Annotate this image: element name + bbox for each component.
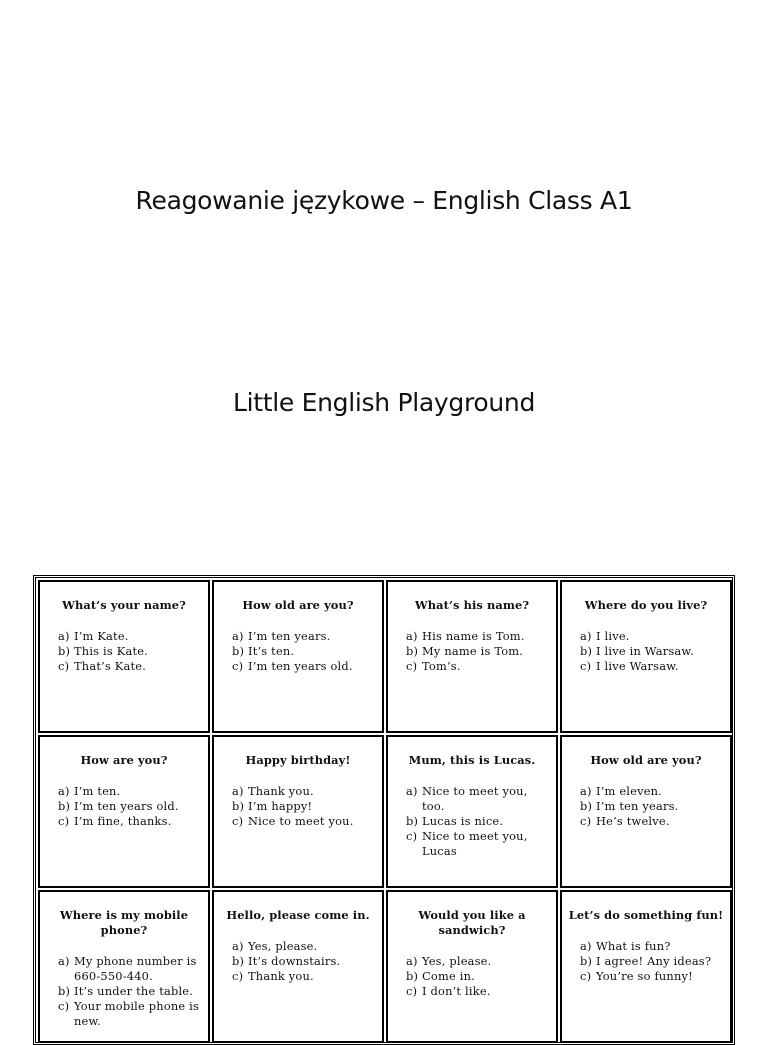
card-question: What’s your name? (62, 598, 186, 612)
answer-letter: a) (58, 954, 70, 968)
answer-option (58, 629, 204, 644)
answer-list (392, 784, 552, 859)
answer-option (406, 984, 552, 999)
answer-text: His name is Tom. (422, 629, 525, 643)
answer-letter: a) (58, 784, 70, 798)
answer-option (232, 799, 378, 814)
quiz-card (38, 890, 210, 1043)
answer-letter: b) (58, 984, 71, 998)
answer-list (44, 784, 204, 829)
quiz-card (212, 735, 384, 888)
answer-letter: b) (58, 644, 71, 658)
answer-text: Nice to meet you, Lucas (422, 829, 528, 858)
answer-text: It’s ten. (248, 644, 295, 658)
answer-text: I’m Kate. (74, 629, 129, 643)
answer-option (406, 969, 552, 984)
quiz-card (38, 735, 210, 888)
answer-letter: b) (406, 814, 419, 828)
card-grid (33, 575, 735, 1045)
card-question: Where is my mobile phone? (59, 908, 189, 937)
answer-option (406, 659, 552, 674)
answer-text: I agree! Any ideas? (596, 954, 712, 968)
answer-text: This is Kate. (74, 644, 148, 658)
card-question: Mum, this is Lucas. (408, 753, 536, 767)
answer-option (580, 814, 726, 829)
answer-list (44, 629, 204, 674)
answer-letter: b) (406, 969, 419, 983)
card-question: How old are you? (242, 598, 354, 612)
answer-letter: b) (232, 799, 245, 813)
answer-text: My name is Tom. (422, 644, 524, 658)
answer-text: It’s downstairs. (248, 954, 341, 968)
answer-option (58, 644, 204, 659)
answer-letter: c) (232, 814, 244, 828)
answer-option (58, 999, 204, 1029)
answer-text: That’s Kate. (74, 659, 147, 673)
quiz-card (386, 890, 558, 1043)
answer-list (566, 784, 726, 829)
answer-option (580, 969, 726, 984)
answer-text: Tom’s. (422, 659, 461, 673)
answer-text: Your mobile phone is new. (74, 999, 200, 1028)
answer-option (580, 644, 726, 659)
card-question: Would you like a sandwich? (418, 908, 526, 937)
answer-letter: a) (406, 954, 418, 968)
answer-option (580, 954, 726, 969)
answer-text: I’m ten years. (248, 629, 331, 643)
answer-letter: a) (580, 939, 592, 953)
answer-option (406, 644, 552, 659)
answer-letter: b) (406, 644, 419, 658)
answer-option (58, 784, 204, 799)
answer-list (218, 629, 378, 674)
answer-list (566, 939, 726, 984)
answer-letter: c) (232, 659, 244, 673)
answer-text: Lucas is nice. (422, 814, 504, 828)
answer-letter: b) (232, 644, 245, 658)
quiz-card (560, 735, 732, 888)
answer-text: I’m ten years old. (248, 659, 353, 673)
answer-text: My phone number is 660-550-440. (74, 954, 197, 983)
answer-letter: c) (406, 984, 418, 998)
answer-option (58, 814, 204, 829)
answer-option (58, 799, 204, 814)
answer-option (58, 954, 204, 984)
page-title: Reagowanie językowe – English Class A1 (135, 186, 633, 215)
answer-text: Come in. (422, 969, 475, 983)
answer-text: What is fun? (596, 939, 671, 953)
answer-letter: b) (580, 644, 593, 658)
answer-letter: b) (580, 799, 593, 813)
card-question: Hello, please come in. (226, 908, 370, 922)
quiz-card (386, 580, 558, 733)
card-question: How are you? (80, 753, 168, 767)
answer-list (392, 629, 552, 674)
answer-option (232, 784, 378, 799)
answer-letter: c) (580, 969, 592, 983)
answer-text: You’re so funny! (596, 969, 693, 983)
answer-text: I’m ten years old. (74, 799, 179, 813)
card-question: What’s his name? (414, 598, 530, 612)
answer-option (406, 629, 552, 644)
answer-text: I live. (596, 629, 630, 643)
page-subtitle: Little English Playground (232, 388, 536, 417)
answer-list (44, 954, 204, 1029)
answer-option (406, 829, 552, 859)
answer-option (580, 939, 726, 954)
answer-text: It’s under the table. (74, 984, 194, 998)
answer-letter: a) (580, 629, 592, 643)
answer-option (232, 644, 378, 659)
answer-letter: a) (406, 629, 418, 643)
quiz-card (560, 890, 732, 1043)
answer-text: Thank you. (248, 784, 314, 798)
answer-option (580, 659, 726, 674)
answer-letter: c) (406, 659, 418, 673)
answer-option (406, 954, 552, 969)
answer-option (232, 659, 378, 674)
quiz-card (212, 890, 384, 1043)
answer-option (232, 939, 378, 954)
answer-list (218, 939, 378, 984)
card-question: Where do you live? (584, 598, 708, 612)
card-question: How old are you? (590, 753, 702, 767)
answer-text: I live in Warsaw. (596, 644, 694, 658)
answer-letter: c) (580, 659, 592, 673)
answer-text: He’s twelve. (596, 814, 670, 828)
answer-letter: a) (580, 784, 592, 798)
answer-letter: a) (232, 784, 244, 798)
answer-text: Nice to meet you, too. (422, 784, 528, 813)
answer-option (58, 659, 204, 674)
answer-text: Yes, please. (248, 939, 318, 953)
answer-text: I’m ten years. (596, 799, 679, 813)
answer-letter: a) (406, 784, 418, 798)
quiz-card (212, 580, 384, 733)
answer-letter: c) (58, 659, 70, 673)
answer-text: I’m fine, thanks. (74, 814, 172, 828)
answer-letter: a) (232, 629, 244, 643)
answer-letter: a) (232, 939, 244, 953)
answer-text: I’m ten. (74, 784, 121, 798)
answer-letter: c) (406, 829, 418, 843)
answer-letter: b) (232, 954, 245, 968)
answer-letter: b) (580, 954, 593, 968)
answer-text: I’m happy! (248, 799, 313, 813)
answer-text: I’m eleven. (596, 784, 662, 798)
answer-text: I live Warsaw. (596, 659, 679, 673)
answer-letter: b) (58, 799, 71, 813)
answer-letter: c) (232, 969, 244, 983)
answer-option (232, 954, 378, 969)
answer-letter: c) (58, 814, 70, 828)
card-question: Happy birthday! (245, 753, 351, 767)
card-question: Let’s do something fun! (568, 908, 724, 922)
answer-option (232, 814, 378, 829)
answer-list (566, 629, 726, 674)
answer-option (406, 814, 552, 829)
quiz-card (386, 735, 558, 888)
answer-list (218, 784, 378, 829)
answer-option (232, 969, 378, 984)
answer-option (406, 784, 552, 814)
answer-text: Thank you. (248, 969, 314, 983)
answer-text: Yes, please. (422, 954, 492, 968)
answer-letter: c) (580, 814, 592, 828)
quiz-card (38, 580, 210, 733)
answer-letter: a) (58, 629, 70, 643)
answer-option (232, 629, 378, 644)
answer-option (580, 784, 726, 799)
answer-letter: c) (58, 999, 70, 1013)
answer-option (580, 799, 726, 814)
answer-list (392, 954, 552, 999)
quiz-card (560, 580, 732, 733)
answer-option (580, 629, 726, 644)
answer-text: Nice to meet you. (248, 814, 354, 828)
answer-option (58, 984, 204, 999)
answer-text: I don’t like. (422, 984, 491, 998)
